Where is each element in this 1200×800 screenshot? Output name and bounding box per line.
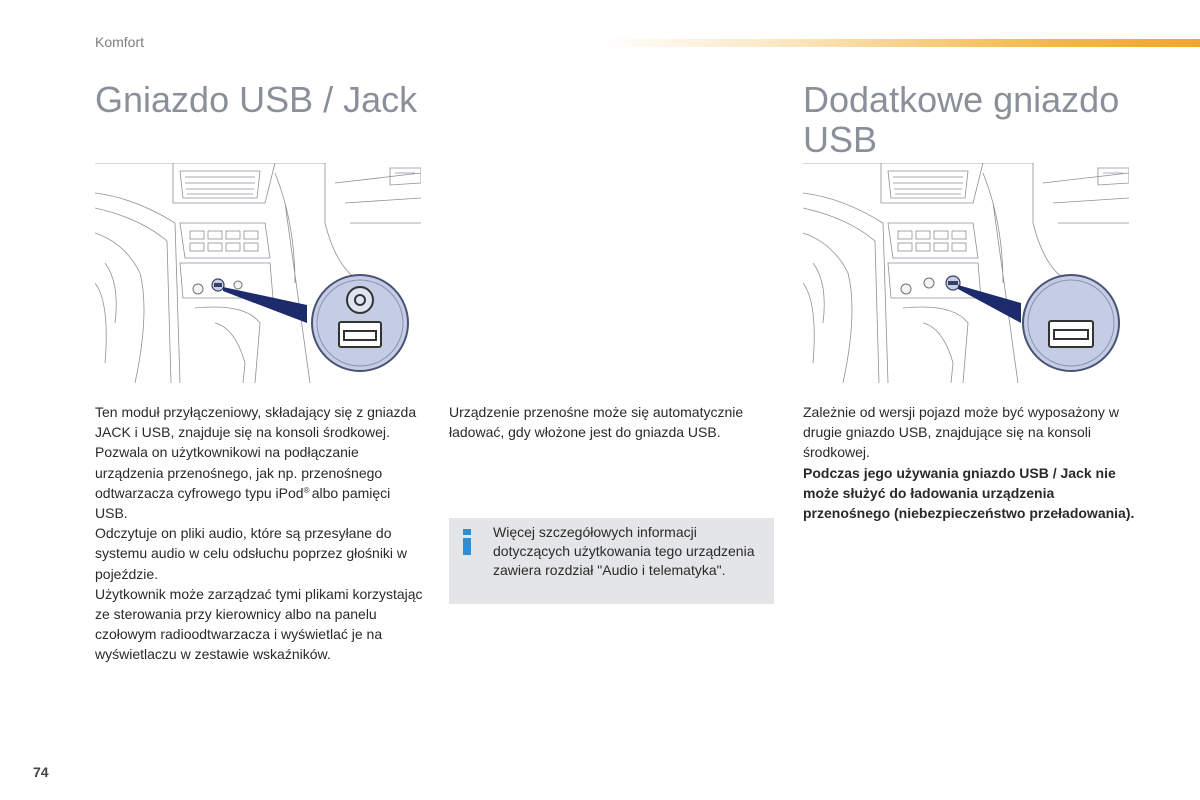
paragraph-audio-playback: Odczytuje on pliki audio, które są przesyłane do systemu audio w celu odsłuchu poprzez głośniki w pojeździe. bbox=[95, 525, 408, 582]
paragraph-module-location: Ten moduł przyłączeniowy, składający się z gniazda JACK i USB, znajduje się na konsoli środkowej. bbox=[95, 404, 417, 441]
paragraph-extra-usb: Zależnie od wersji pojazd może być wyposażony w drugie gniazdo USB, znajdujące się na konsoli środkowej. bbox=[803, 404, 1119, 461]
paragraph-file-management: Użytkownik może zarządzać tymi plikami korzystając ze sterowania przy kierownicy albo na panelu czołowym radioodtwarzacza i wyświetlać je na wyświetlaczu w zestawie wskaźników. bbox=[95, 585, 423, 663]
warning-text: Podczas jego używania gniazdo USB / Jack nie może służyć do ładowania urządzenia przenośnego (niebezpieczeństwo przeładowania). bbox=[803, 464, 1135, 522]
extra-usb-description bbox=[803, 402, 1143, 523]
extra-usb-console-illustration bbox=[803, 163, 1129, 383]
info-icon bbox=[461, 529, 473, 555]
info-text: Więcej szczegółowych informacji dotyczących użytkowania tego urządzenia zawiera rozdział "Audio i telematyka". bbox=[493, 524, 755, 578]
registered-mark: ® bbox=[303, 485, 312, 495]
charging-paragraph: Urządzenie przenośne może się automatycznie ładować, gdy włożone jest do gniazda USB. bbox=[449, 404, 744, 441]
page-number: 74 bbox=[33, 764, 49, 780]
usb-jack-description bbox=[95, 402, 425, 665]
page-title-extra-usb: Dodatkowe gniazdo USB bbox=[803, 79, 1120, 160]
page-title-usb-jack: Gniazdo USB / Jack bbox=[95, 79, 418, 120]
usb-jack-console-illustration bbox=[95, 163, 421, 383]
section-label: Komfort bbox=[95, 34, 145, 50]
paragraph-device-connection: Pozwala on użytkownikowi na podłączanie urządzenia przenośnego, jak np. przenośnego odtwarzacza cyfrowego typu iPod® albo pamięci USB. bbox=[95, 444, 391, 522]
info-box bbox=[449, 518, 774, 604]
accent-bar bbox=[600, 39, 1200, 47]
